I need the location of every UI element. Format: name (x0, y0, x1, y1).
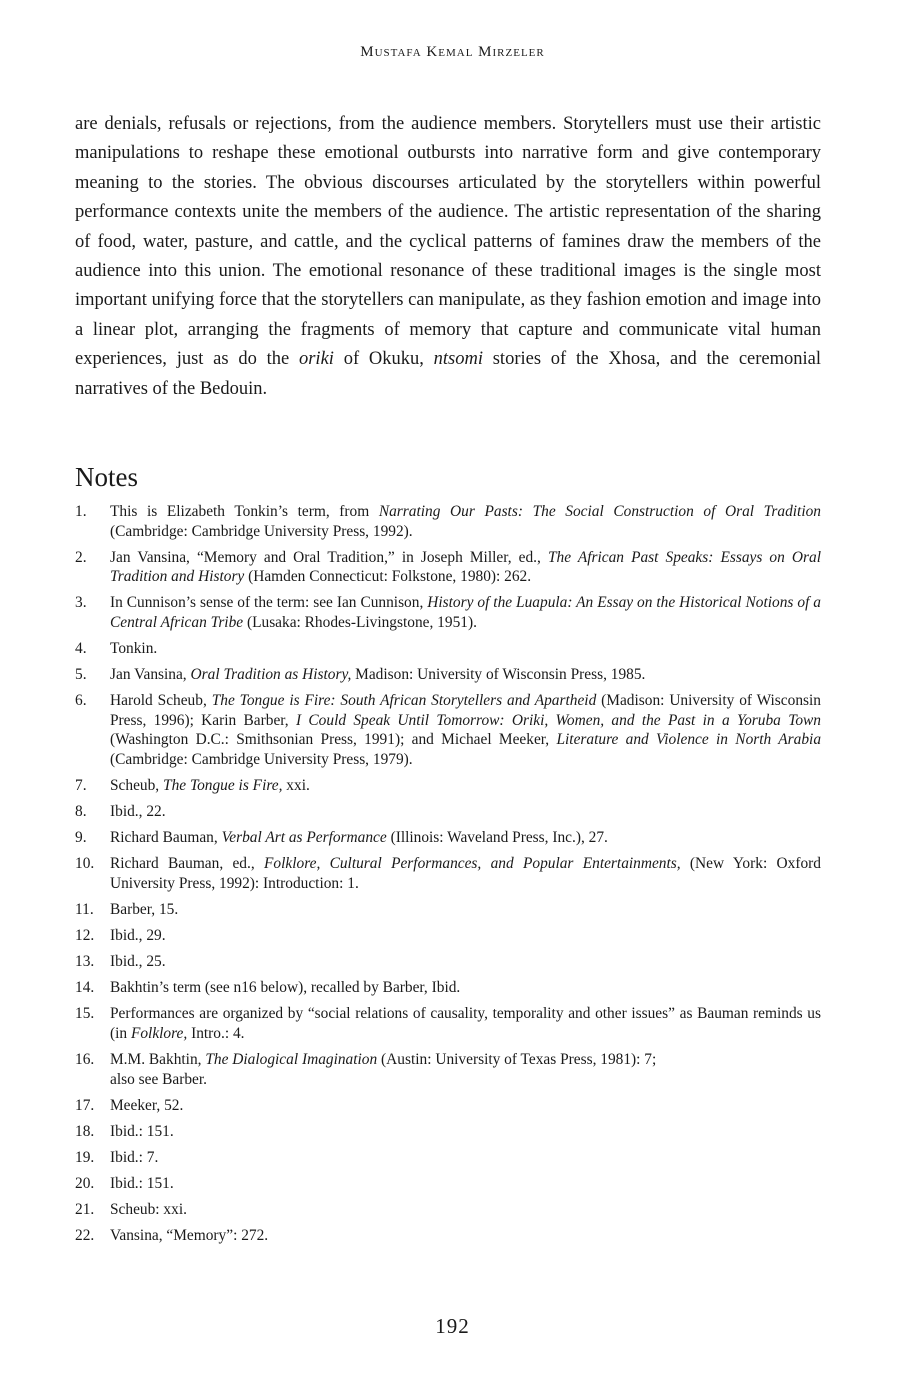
note-number: 6. (75, 692, 87, 710)
note-text (110, 665, 821, 685)
note-item (75, 952, 821, 972)
text-run: are denials, refusals or rejections, from the audience members. Storytellers must use their artistic manipulations to reshape these emotional outbursts into narrative form and give contemporary meaning to the stories. The obvious discourses articulated by the storytellers within powerful performance contexts unite the members of the audience. The artistic representation of the sharing of food, water, pasture, and cattle, and the cyclical patterns of famines draw the members of the audience into this union. The emotional resonance of these traditional images is the single most important unifying force that the storytellers can manipulate, as they fashion emotion and image into a linear plot, arranging the fragments of memory that capture and communicate vital human experiences, just as do the (75, 114, 821, 370)
text-run: (Austin: University of Texas Press, 1981): 7; (377, 1051, 657, 1069)
text-run: Jan Vansina, “Memory and Oral Tradition,” in Joseph Miller, ed., (110, 548, 548, 566)
text-run: Richard Bauman, (110, 829, 222, 847)
note-item (75, 1174, 821, 1194)
note-text (110, 1200, 821, 1220)
note-item (75, 828, 821, 848)
note-item (75, 900, 821, 920)
note-text (110, 828, 821, 848)
note-number: 12. (75, 927, 95, 945)
note-text (110, 1174, 821, 1194)
body-paragraph (75, 110, 821, 404)
note-number: 16. (75, 1051, 95, 1069)
note-item (75, 1004, 821, 1043)
italic-title: Verbal Art as Performance (221, 829, 387, 847)
text-run: (New York: Oxford University Press, 1992): Introduction: 1. (110, 855, 821, 892)
text-run: Scheub, (110, 777, 164, 795)
note-number: 14. (75, 979, 95, 997)
text-run: Bakhtin’s term (see n16 below), recalled by Barber, Ibid. (110, 979, 461, 997)
note-number: 13. (75, 953, 95, 971)
italic-title: Folklore, (130, 1025, 188, 1043)
note-text (110, 776, 821, 796)
note-number: 9. (75, 829, 87, 847)
note-item (75, 1148, 821, 1168)
text-run: Vansina, “Memory”: 272. (110, 1227, 269, 1245)
italic-title: ntsomi (433, 349, 483, 370)
italic-title: The African Past Speaks: Essays on Oral Tradition and History (110, 548, 821, 586)
note-text (110, 854, 821, 893)
text-run: (Washington D.C.: Smithsonian Press, 1991); and Michael Meeker, (110, 731, 557, 749)
note-text (110, 1148, 821, 1168)
running-head: Mustafa Kemal Mirzeler (360, 44, 545, 60)
italic-title: History of the Luapula: An Essay on the Historical Notions of a Central African Tribe (110, 594, 821, 631)
note-number: 18. (75, 1122, 95, 1140)
note-item (75, 593, 821, 632)
note-text (110, 952, 821, 972)
note-text (110, 1122, 821, 1142)
italic-title: The Tongue is Fire: South African Storytellers and Apartheid (211, 692, 597, 710)
text-run: Jan Vansina, (110, 666, 191, 684)
note-text (110, 926, 821, 946)
italic-title: Literature and Violence in North Arabia (556, 731, 822, 749)
note-item (75, 802, 821, 822)
body-text (75, 110, 821, 404)
italic-title: oriki (298, 349, 334, 370)
text-run: Meeker, 52. (110, 1096, 184, 1114)
text-run: This is Elizabeth Tonkin’s term, from (110, 503, 379, 520)
note-number: 1. (75, 503, 87, 520)
note-text (110, 978, 821, 998)
text-run: Performances are organized by “social relations of causality, temporality and other issues” as Bauman reminds us (in (110, 1005, 821, 1043)
note-text (110, 548, 821, 587)
text-run: Ibid., 29. (110, 927, 166, 945)
note-number: 10. (75, 855, 95, 873)
note-text (110, 1096, 821, 1116)
italic-title: The Dialogical Imagination (205, 1051, 378, 1069)
note-number: 21. (75, 1201, 95, 1219)
note-item (75, 665, 821, 685)
text-run: Ibid.: 151. (110, 1122, 174, 1140)
text-run: xxi. (282, 777, 310, 795)
text-run: Tonkin. (110, 640, 158, 658)
note-item (75, 548, 821, 587)
text-run: (Lusaka: Rhodes-Livingstone, 1951). (243, 613, 477, 631)
note-number: 8. (75, 803, 87, 821)
note-number: 22. (75, 1227, 95, 1245)
note-number: 11. (75, 901, 94, 919)
note-item (75, 1226, 821, 1246)
note-text (110, 502, 821, 541)
note-number: 19. (75, 1149, 95, 1167)
text-run: also see Barber. (110, 1070, 208, 1088)
note-item (75, 691, 821, 769)
italic-title: Folklore, Cultural Performances, and Popular Entertainments, (264, 855, 681, 873)
note-item (75, 776, 821, 796)
note-number: 17. (75, 1096, 95, 1114)
text-run: of Okuku, (333, 349, 434, 370)
text-run: (Cambridge: Cambridge University Press, 1979). (110, 751, 413, 769)
note-item (75, 854, 821, 893)
italic-title: The Tongue is Fire, (163, 777, 283, 795)
text-run: Harold Scheub, (110, 692, 212, 710)
note-item (75, 1122, 821, 1142)
text-run: (Cambridge: Cambridge University Press, 1992). (110, 522, 413, 540)
text-run: Intro.: 4. (187, 1025, 245, 1043)
text-run: In Cunnison’s sense of the term: see Ian Cunnison, (110, 594, 428, 612)
note-number: 7. (75, 777, 87, 795)
text-run: Scheub: xxi. (110, 1201, 187, 1219)
note-item (75, 502, 821, 541)
text-run: Barber, 15. (110, 901, 179, 919)
note-item (75, 978, 821, 998)
note-item (75, 1050, 821, 1089)
text-run: Richard Bauman, ed., (110, 855, 265, 873)
text-run: (Illinois: Waveland Press, Inc.), 27. (386, 829, 608, 847)
note-number: 20. (75, 1175, 95, 1193)
note-item (75, 1096, 821, 1116)
note-item (75, 926, 821, 946)
italic-title: I Could Speak Until Tomorrow: Oriki, Women, and the Past in a Yoruba Town (295, 711, 821, 729)
note-item (75, 1200, 821, 1220)
text-run: Ibid., 25. (110, 953, 166, 971)
text-run: M.M. Bakhtin, (110, 1051, 206, 1069)
notes-list (75, 502, 821, 1252)
note-number: 2. (75, 548, 87, 566)
note-text (110, 593, 821, 632)
notes-heading: Notes (75, 462, 138, 492)
text-run: stories of the Xhosa, and the ceremonial narratives of the Bedouin. (75, 349, 821, 399)
text-run: Ibid., 22. (110, 803, 166, 821)
note-text (110, 639, 821, 659)
note-number: 3. (75, 594, 87, 612)
note-text (110, 691, 821, 769)
note-number: 5. (75, 666, 87, 684)
text-run: (Hamden Connecticut: Folkstone, 1980): 262. (244, 568, 532, 586)
text-run: Madison: University of Wisconsin Press, 1985. (351, 666, 646, 684)
note-text (110, 900, 821, 920)
note-item (75, 639, 821, 659)
note-text (110, 1050, 821, 1089)
note-number: 4. (75, 640, 87, 658)
text-run: Ibid.: 151. (110, 1175, 174, 1193)
note-text (110, 802, 821, 822)
note-text (110, 1226, 821, 1246)
note-number: 15. (75, 1005, 95, 1023)
italic-title: Oral Tradition as History, (190, 666, 352, 684)
page-number: 192 (435, 1314, 470, 1338)
text-run: Ibid.: 7. (110, 1149, 159, 1167)
italic-title: Narrating Our Pasts: The Social Construction of Oral Tradition (378, 503, 821, 520)
text-run: (Madison: University of Wisconsin Press, 1996); Karin Barber, (110, 692, 821, 729)
note-text (110, 1004, 821, 1043)
